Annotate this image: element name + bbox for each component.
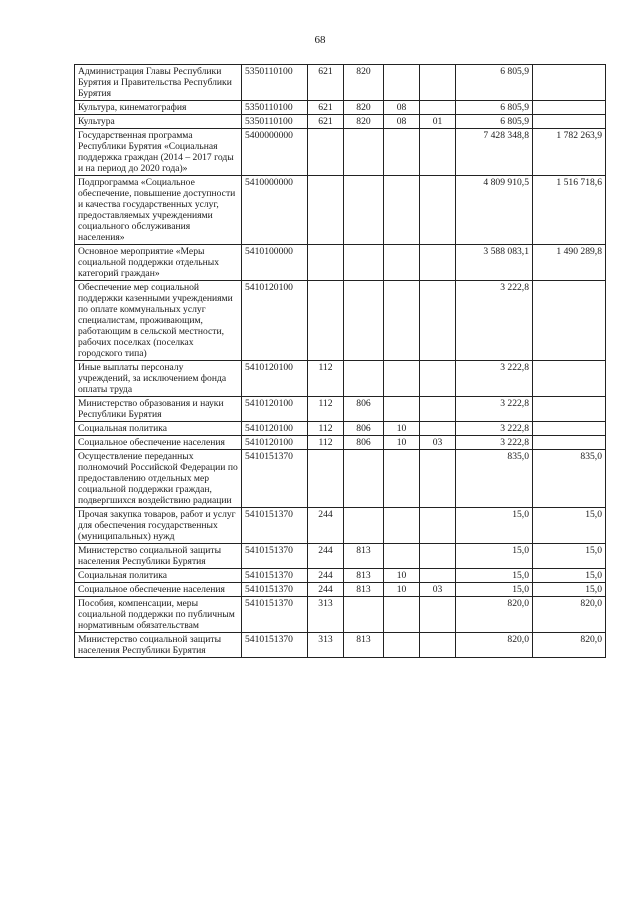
amount-federal-cell	[533, 422, 606, 436]
amount-total-cell: 6 805,9	[456, 65, 533, 101]
subsection-cell	[420, 361, 456, 397]
subsection-cell: 01	[420, 115, 456, 129]
amount-federal-cell: 15,0	[533, 508, 606, 544]
item-name-cell: Подпрограмма «Социальное обеспечение, повышение доступности и качества государственных услуг, предоставляемых учреждениями социального обслуживания населения»	[75, 176, 242, 245]
table-row	[75, 544, 606, 569]
amount-federal-cell: 1 782 263,9	[533, 129, 606, 176]
target-article-cell: 5400000000	[242, 129, 308, 176]
item-name-cell: Культура, кинематография	[75, 101, 242, 115]
item-name-cell: Иные выплаты персоналу учреждений, за исключением фонда оплаты труда	[75, 361, 242, 397]
target-article-cell: 5410151370	[242, 569, 308, 583]
section-cell	[384, 450, 420, 508]
table-row	[75, 633, 606, 658]
expense-type-cell: 621	[308, 101, 344, 115]
subsection-cell	[420, 633, 456, 658]
amount-federal-cell: 15,0	[533, 569, 606, 583]
item-name-cell: Администрация Главы Республики Бурятия и Правительства Республики Бурятия	[75, 65, 242, 101]
table-row	[75, 115, 606, 129]
expense-type-cell	[308, 129, 344, 176]
budget-table	[74, 64, 606, 658]
section-cell: 10	[384, 436, 420, 450]
amount-total-cell: 835,0	[456, 450, 533, 508]
amount-total-cell: 3 222,8	[456, 422, 533, 436]
amount-total-cell: 15,0	[456, 569, 533, 583]
amount-total-cell: 3 588 083,1	[456, 245, 533, 281]
amount-federal-cell	[533, 101, 606, 115]
ministry-code-cell	[344, 361, 384, 397]
ministry-code-cell	[344, 508, 384, 544]
ministry-code-cell: 813	[344, 583, 384, 597]
amount-total-cell: 15,0	[456, 508, 533, 544]
section-cell	[384, 633, 420, 658]
table-row	[75, 176, 606, 245]
ministry-code-cell: 806	[344, 436, 384, 450]
table-row	[75, 508, 606, 544]
section-cell: 10	[384, 422, 420, 436]
item-name-cell: Социальное обеспечение населения	[75, 436, 242, 450]
amount-total-cell: 15,0	[456, 544, 533, 569]
expense-type-cell: 112	[308, 422, 344, 436]
subsection-cell	[420, 450, 456, 508]
table-row	[75, 101, 606, 115]
section-cell: 08	[384, 101, 420, 115]
target-article-cell: 5410120100	[242, 422, 308, 436]
target-article-cell: 5350110100	[242, 101, 308, 115]
amount-total-cell: 3 222,8	[456, 436, 533, 450]
amount-total-cell: 3 222,8	[456, 361, 533, 397]
item-name-cell: Социальное обеспечение населения	[75, 583, 242, 597]
amount-total-cell: 7 428 348,8	[456, 129, 533, 176]
ministry-code-cell	[344, 597, 384, 633]
item-name-cell: Министерство социальной защиты населения Республики Бурятия	[75, 633, 242, 658]
amount-total-cell: 820,0	[456, 597, 533, 633]
item-name-cell: Осуществление переданных полномочий Российской Федерации по предоставлению отдельных мер социальной поддержки граждан, подвергшихся воздействию радиации	[75, 450, 242, 508]
expense-type-cell: 621	[308, 65, 344, 101]
amount-federal-cell: 1 490 289,8	[533, 245, 606, 281]
section-cell	[384, 397, 420, 422]
target-article-cell: 5410151370	[242, 633, 308, 658]
ministry-code-cell	[344, 245, 384, 281]
table-row	[75, 397, 606, 422]
target-article-cell: 5410151370	[242, 508, 308, 544]
subsection-cell	[420, 422, 456, 436]
subsection-cell	[420, 508, 456, 544]
item-name-cell: Обеспечение мер социальной поддержки казенными учреждениями по оплате коммунальных услуг специалистам, проживающим, работающим в сельской местности, рабочих поселках (поселках городского типа)	[75, 281, 242, 361]
section-cell	[384, 597, 420, 633]
amount-total-cell: 4 809 910,5	[456, 176, 533, 245]
expense-type-cell	[308, 281, 344, 361]
item-name-cell: Министерство образования и науки Республики Бурятия	[75, 397, 242, 422]
amount-federal-cell: 15,0	[533, 544, 606, 569]
expense-type-cell: 244	[308, 544, 344, 569]
table-row	[75, 450, 606, 508]
item-name-cell: Социальная политика	[75, 422, 242, 436]
expense-type-cell: 244	[308, 508, 344, 544]
ministry-code-cell	[344, 450, 384, 508]
expense-type-cell: 112	[308, 436, 344, 450]
expense-type-cell	[308, 450, 344, 508]
subsection-cell: 03	[420, 436, 456, 450]
subsection-cell	[420, 129, 456, 176]
amount-total-cell: 3 222,8	[456, 397, 533, 422]
section-cell	[384, 176, 420, 245]
subsection-cell	[420, 597, 456, 633]
subsection-cell	[420, 544, 456, 569]
expense-type-cell: 313	[308, 633, 344, 658]
target-article-cell: 5410120100	[242, 281, 308, 361]
table-row	[75, 129, 606, 176]
target-article-cell: 5410151370	[242, 597, 308, 633]
subsection-cell: 03	[420, 583, 456, 597]
table-row	[75, 361, 606, 397]
item-name-cell: Культура	[75, 115, 242, 129]
target-article-cell: 5410151370	[242, 544, 308, 569]
table-row	[75, 281, 606, 361]
table-row	[75, 422, 606, 436]
item-name-cell: Пособия, компенсации, меры социальной поддержки по публичным нормативным обязательствам	[75, 597, 242, 633]
item-name-cell: Министерство социальной защиты населения Республики Бурятия	[75, 544, 242, 569]
subsection-cell	[420, 176, 456, 245]
amount-federal-cell: 15,0	[533, 583, 606, 597]
expense-type-cell: 112	[308, 397, 344, 422]
table-row	[75, 245, 606, 281]
section-cell	[384, 361, 420, 397]
amount-federal-cell: 835,0	[533, 450, 606, 508]
subsection-cell	[420, 245, 456, 281]
ministry-code-cell: 813	[344, 544, 384, 569]
amount-federal-cell	[533, 361, 606, 397]
ministry-code-cell	[344, 281, 384, 361]
target-article-cell: 5410100000	[242, 245, 308, 281]
amount-federal-cell: 1 516 718,6	[533, 176, 606, 245]
ministry-code-cell: 806	[344, 397, 384, 422]
table-row	[75, 436, 606, 450]
section-cell: 08	[384, 115, 420, 129]
item-name-cell: Прочая закупка товаров, работ и услуг для обеспечения государственных (муниципальных) нужд	[75, 508, 242, 544]
section-cell: 10	[384, 583, 420, 597]
subsection-cell	[420, 65, 456, 101]
expense-type-cell	[308, 176, 344, 245]
amount-federal-cell	[533, 436, 606, 450]
subsection-cell	[420, 281, 456, 361]
section-cell	[384, 508, 420, 544]
ministry-code-cell: 820	[344, 115, 384, 129]
table-row	[75, 65, 606, 101]
amount-total-cell: 820,0	[456, 633, 533, 658]
ministry-code-cell: 806	[344, 422, 384, 436]
expense-type-cell	[308, 245, 344, 281]
item-name-cell: Основное мероприятие «Меры социальной поддержки отдельных категорий граждан»	[75, 245, 242, 281]
amount-total-cell: 15,0	[456, 583, 533, 597]
target-article-cell: 5410120100	[242, 397, 308, 422]
subsection-cell	[420, 101, 456, 115]
target-article-cell: 5350110100	[242, 65, 308, 101]
target-article-cell: 5410151370	[242, 450, 308, 508]
ministry-code-cell	[344, 129, 384, 176]
target-article-cell: 5350110100	[242, 115, 308, 129]
section-cell	[384, 544, 420, 569]
amount-federal-cell: 820,0	[533, 597, 606, 633]
expense-type-cell: 313	[308, 597, 344, 633]
ministry-code-cell: 820	[344, 101, 384, 115]
amount-total-cell: 6 805,9	[456, 115, 533, 129]
section-cell	[384, 129, 420, 176]
amount-federal-cell	[533, 281, 606, 361]
amount-federal-cell	[533, 397, 606, 422]
ministry-code-cell: 820	[344, 65, 384, 101]
item-name-cell: Государственная программа Республики Бурятия «Социальная поддержка граждан (2014 – 2017 годы и на период до 2020 года)»	[75, 129, 242, 176]
expense-type-cell: 112	[308, 361, 344, 397]
expense-type-cell: 244	[308, 583, 344, 597]
item-name-cell: Социальная политика	[75, 569, 242, 583]
target-article-cell: 5410120100	[242, 361, 308, 397]
target-article-cell: 5410151370	[242, 583, 308, 597]
section-cell	[384, 245, 420, 281]
table-row	[75, 597, 606, 633]
section-cell	[384, 65, 420, 101]
section-cell	[384, 281, 420, 361]
amount-total-cell: 6 805,9	[456, 101, 533, 115]
amount-federal-cell: 820,0	[533, 633, 606, 658]
table-row	[75, 569, 606, 583]
expense-type-cell: 621	[308, 115, 344, 129]
amount-total-cell: 3 222,8	[456, 281, 533, 361]
ministry-code-cell: 813	[344, 633, 384, 658]
table-row	[75, 583, 606, 597]
amount-federal-cell	[533, 115, 606, 129]
subsection-cell	[420, 569, 456, 583]
target-article-cell: 5410120100	[242, 436, 308, 450]
amount-federal-cell	[533, 65, 606, 101]
expense-type-cell: 244	[308, 569, 344, 583]
subsection-cell	[420, 397, 456, 422]
target-article-cell: 5410000000	[242, 176, 308, 245]
ministry-code-cell	[344, 176, 384, 245]
section-cell: 10	[384, 569, 420, 583]
ministry-code-cell: 813	[344, 569, 384, 583]
page-number: 68	[314, 34, 326, 46]
